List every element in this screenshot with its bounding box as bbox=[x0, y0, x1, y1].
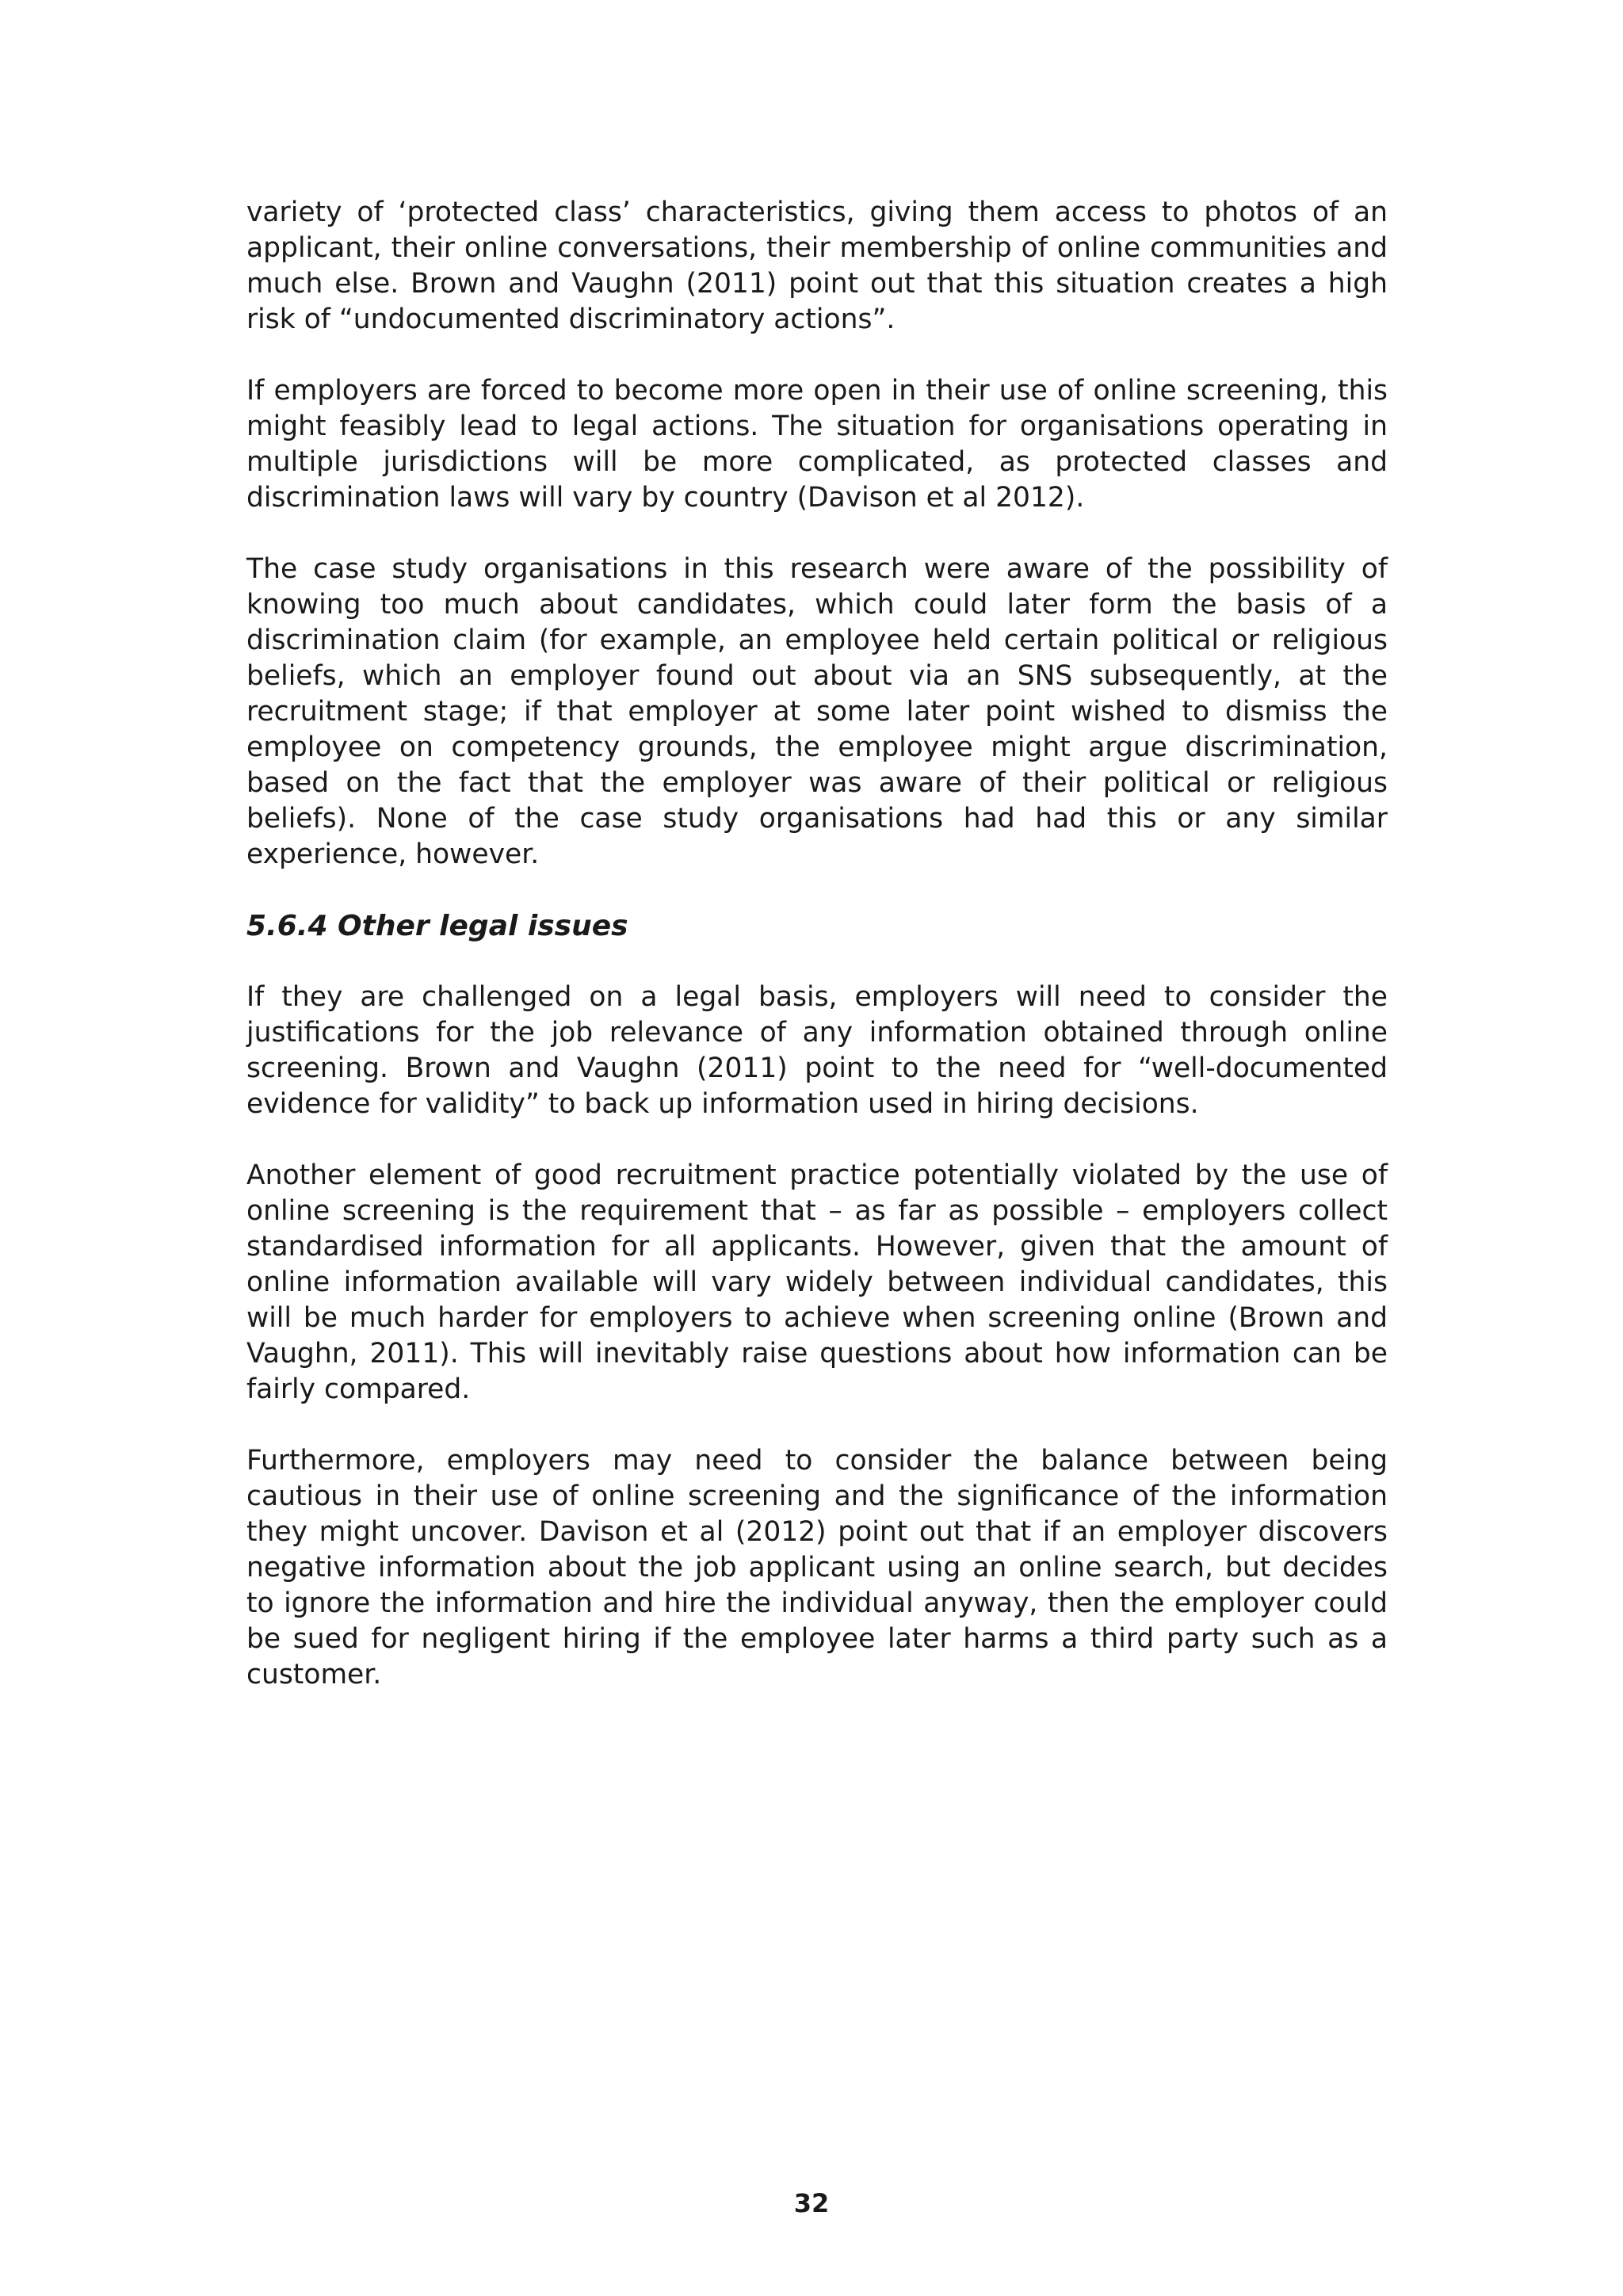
body-paragraph: Furthermore, employers may need to consider the balance between being cautious in their use of online screening and the significance of the information they might uncover. Davison et al (2012) point out that if an employer discovers negative information about the job applicant using an online search, but decides to ignore the information and hire the individual anyway, then the employer could be sued for negligent hiring if the employee later harms a third party such as a customer. bbox=[246, 1445, 1388, 1690]
body-paragraph: Another element of good recruitment practice potentially violated by the use of online screening is the requirement that – as far as possible – employers collect standardised information for all applicants. However, given that the amount of online information available will vary widely between individual candidates, this will be much harder for employers to achieve when screening online (Brown and Vaughn, 2011). This will inevitably raise questions about how information can be fairly compared. bbox=[246, 1159, 1388, 1405]
body-paragraph: The case study organisations in this research were aware of the possibility of knowing too much about candidates, which could later form the basis of a discrimination claim (for example, an employee held certain political or religious beliefs, which an employer found out about via an SNS subsequently, at the recruitment stage; if that employer at some later point wished to dismiss the employee on competency grounds, the employee might argue discrimination, based on the fact that the employer was aware of their political or religious beliefs). None of the case study organisations had had this or any similar experience, however. bbox=[246, 553, 1388, 870]
body-paragraph: If employers are forced to become more open in their use of online screening, this might feasibly lead to legal actions. The situation for organisations operating in multiple jurisdictions will be more complicated, as protected classes and discrimination laws will vary by country (Davison et al 2012). bbox=[246, 375, 1388, 514]
body-paragraph: variety of ‘protected class’ characteristics, giving them access to photos of an applicant, their online conversations, their membership of online communities and much else. Brown and Vaughn (2011) point out that this situation creates a high risk of “undocumented discriminatory actions”. bbox=[246, 197, 1388, 335]
page-number: 32 bbox=[793, 2188, 830, 2218]
page-body bbox=[246, 195, 1388, 1729]
section-heading: 5.6.4 Other legal issues bbox=[246, 910, 628, 942]
body-paragraph: If they are challenged on a legal basis, employers will need to consider the justifications for the job relevance of any information obtained through online screening. Brown and Vaughn (2011) point to the need for “well-documented evidence for validity” to back up information used in hiring decisions. bbox=[246, 981, 1388, 1120]
